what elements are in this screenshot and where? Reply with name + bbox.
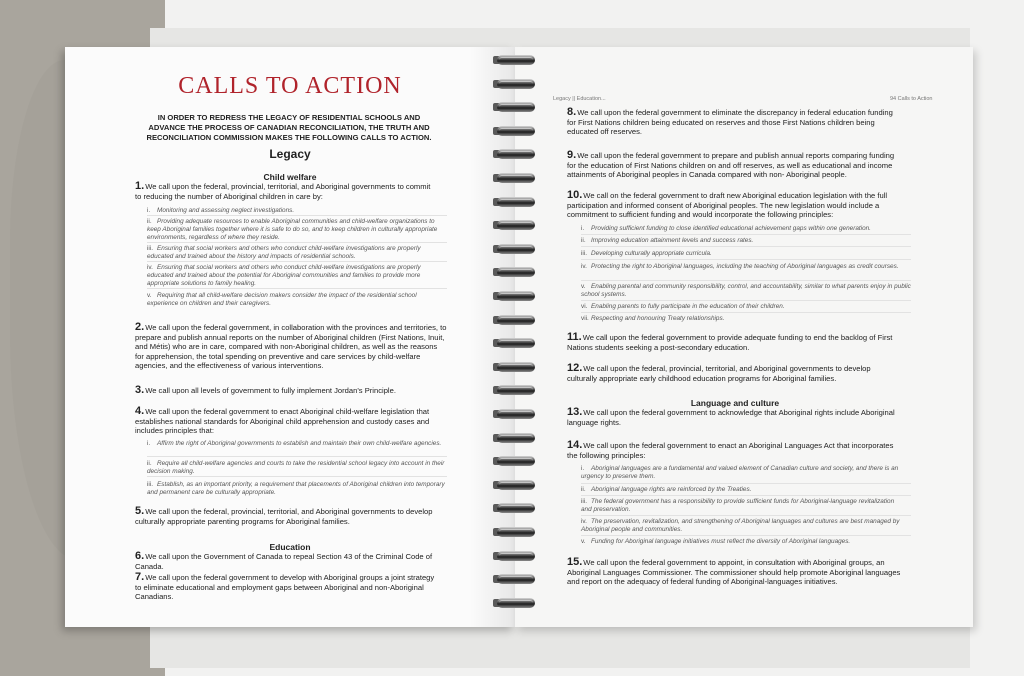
divider: [147, 476, 447, 477]
divider: [581, 280, 911, 281]
divider: [147, 288, 447, 289]
spiral-binding: [493, 54, 541, 624]
call-item-11: 11.We call upon the federal government to provide adequate funding to end the backlog of First Nations students seeking a post-secondary education.: [567, 331, 893, 352]
divider: [581, 495, 911, 496]
sub-item: ii. Require all child-welfare agencies and courts to take the residential school legacy into account in their decision making.: [147, 460, 445, 475]
call-item-7: 7.We call upon the federal government to develop with Aboriginal groups a joint strategy to eliminate educational and employment gaps between Aboriginal and non-Aboriginal Canadians.: [135, 571, 435, 602]
left-page: [65, 47, 515, 627]
divider: [581, 515, 911, 516]
sub-item: ii. Providing adequate resources to enable Aboriginal communities and child-welfare organizations to keep Aboriginal families together where it is safe to do so, and to keep children in culturally appropriate environments, regardless of where they reside.: [147, 218, 438, 241]
sub-item: i. Monitoring and assessing neglect investigations.: [147, 207, 295, 214]
sub-item: iv. Ensuring that social workers and others who conduct child-welfare investigations are properly educated and trained about the potential for Aboriginal communities and families to provide more appropriate solutions to family healing.: [147, 264, 421, 287]
subsection-education: Education: [269, 542, 311, 552]
divider: [581, 246, 911, 247]
running-header-right: 94 Calls to Action: [890, 96, 933, 102]
spiral-coil: [493, 196, 539, 208]
sub-item: i. Affirm the right of Aboriginal governments to establish and maintain their own child-welfare agencies.: [147, 440, 442, 447]
subsection-child-welfare: Child welfare: [263, 172, 317, 182]
divider: [581, 483, 911, 484]
spiral-coil: [493, 408, 539, 420]
spiral-coil: [493, 125, 539, 137]
sub-item: vii. Respecting and honouring Treaty relationships.: [581, 315, 725, 322]
spiral-coil: [493, 573, 539, 585]
spiral-coil: [493, 54, 539, 66]
divider: [581, 312, 911, 313]
call-item-14: 14.We call upon the federal government to enact an Aboriginal Languages Act that incorporates the following principles:: [567, 439, 894, 460]
subsection-language-culture: Language and culture: [690, 398, 780, 408]
call-item-15: 15.We call upon the federal government to appoint, in consultation with Aboriginal groups, an Aboriginal Languages Commissioner. The commissioner should help promote Aboriginal languages and report on the adequacy of federal funding of Aboriginal-languages initiatives.: [567, 556, 901, 587]
spiral-coil: [493, 361, 539, 373]
call-item-2: 2.We call upon the federal government, in collaboration with the provinces and territories, to prepare and publish annual reports on the number of Aboriginal children (First Nations, Inuit, and Métis) who are in care, compared with non-Aboriginal children, as well as the reasons for apprehension, the total spending on preventive and care services by child-welfare agencies, and the effectiveness of various interventions.: [135, 321, 447, 371]
call-item-8: 8.We call upon the federal government to eliminate the discrepancy in federal education funding for First Nations children being educated on reserves and those First Nations children being educated off reserves.: [567, 106, 893, 137]
spiral-coil: [493, 432, 539, 444]
spiral-coil: [493, 455, 539, 467]
page-title: CALLS TO ACTION: [178, 73, 402, 99]
spiral-coil: [493, 243, 539, 255]
sub-item: i. Aboriginal languages are a fundamental and valued element of Canadian culture and society, and there is an urgency to preserve them.: [581, 465, 899, 480]
call-item-12: 12.We call upon the federal, provincial, territorial, and Aboriginal governments to develop culturally appropriate early childhood education programs for Aboriginal families.: [567, 362, 871, 383]
sub-item: iii. Establish, as an important priority, a requirement that placements of Aboriginal children into temporary and permanent care be culturally appropriate.: [147, 481, 445, 496]
sub-item: v. Funding for Aboriginal language initiatives must reflect the diversity of Aboriginal languages.: [581, 538, 851, 545]
intro-text: IN ORDER TO REDRESS THE LEGACY OF RESIDENTIAL SCHOOLS AND ADVANCE THE PROCESS OF CANADIAN RECONCILIATION, THE TRUTH AND RECONCILIATION COMMISSION MAKES THE FOLLOWING CALLS TO ACTION.: [146, 113, 432, 142]
sub-item: v. Enabling parental and community responsibility, control, and accountability, similar to what parents enjoy in public school systems.: [581, 283, 911, 298]
divider: [147, 215, 447, 216]
right-page: [515, 47, 973, 627]
spiral-coil: [493, 550, 539, 562]
spiral-coil: [493, 219, 539, 231]
spiral-coil: [493, 479, 539, 491]
divider: [147, 261, 447, 262]
divider: [147, 242, 447, 243]
spiral-coil: [493, 172, 539, 184]
call-item-3: 3.We call upon all levels of government to fully implement Jordan's Principle.: [135, 384, 396, 396]
divider: [581, 300, 911, 301]
sub-item: iv. Protecting the right to Aboriginal languages, including the teaching of Aboriginal languages as credit courses.: [581, 263, 899, 270]
sub-item: v. Requiring that all child-welfare decision makers consider the impact of the residential school experience on children and their caregivers.: [147, 292, 417, 307]
spiral-coil: [493, 597, 539, 609]
divider: [581, 535, 911, 536]
section-legacy: Legacy: [269, 147, 311, 161]
call-item-6: 6.We call upon the Government of Canada to repeal Section 43 of the Criminal Code of Canada.: [135, 550, 433, 571]
call-item-1: 1.We call upon the federal, provincial, territorial, and Aboriginal governments to commit to reducing the number of Aboriginal children in care by:: [135, 180, 431, 201]
sub-item: i. Providing sufficient funding to close identified educational achievement gaps within one generation.: [581, 225, 871, 232]
sub-item: ii. Improving education attainment levels and success rates.: [581, 237, 754, 244]
spiral-coil: [493, 266, 539, 278]
running-header-left: Legacy || Education...: [553, 96, 606, 102]
call-item-4: 4.We call upon the federal government to enact Aboriginal child-welfare legislation that establishes national standards for Aboriginal child apprehension and custody cases and includes principles that:: [135, 405, 430, 436]
divider: [581, 259, 911, 260]
call-item-13: 13.We call upon the federal government to acknowledge that Aboriginal rights include Aboriginal language rights.: [567, 406, 895, 427]
call-item-9: 9.We call upon the federal government to prepare and publish annual reports comparing funding for the education of First Nations children on and off reserves, as well as educational and income attainments of Aboriginal peoples in Canada compared with non- Aboriginal people.: [567, 149, 895, 180]
sub-item: iii. Developing culturally appropriate curricula.: [581, 250, 712, 257]
sub-item: iv. The preservation, revitalization, and strengthening of Aboriginal languages and cultures are best managed by Aboriginal people and communities.: [581, 518, 900, 533]
sub-item: iii. Ensuring that social workers and others who conduct child-welfare investigations are properly educated and trained about the history and impacts of residential schools.: [147, 245, 421, 260]
spiral-coil: [493, 337, 539, 349]
divider: [147, 456, 447, 457]
divider: [581, 234, 911, 235]
sub-item: vi. Enabling parents to fully participate in the education of their children.: [581, 303, 785, 310]
spiral-coil: [493, 148, 539, 160]
spiral-coil: [493, 526, 539, 538]
spiral-coil: [493, 290, 539, 302]
call-item-10: 10.We call on the federal government to draft new Aboriginal education legislation with the full participation and informed consent of Aboriginal peoples. The new legislation would include a commitment to sufficient funding and would incorporate the following principles:: [567, 189, 888, 220]
call-item-5: 5.We call upon the federal, provincial, territorial, and Aboriginal governments to develop culturally appropriate parenting programs for Aboriginal families.: [135, 505, 433, 526]
spiral-coil: [493, 314, 539, 326]
spiral-coil: [493, 78, 539, 90]
spiral-coil: [493, 502, 539, 514]
sub-item: iii. The federal government has a responsibility to provide sufficient funds for Aboriginal-language revitalization and preservation.: [581, 498, 895, 513]
spiral-coil: [493, 384, 539, 396]
sub-item: ii. Aboriginal language rights are reinforced by the Treaties.: [581, 486, 752, 493]
spiral-coil: [493, 101, 539, 113]
